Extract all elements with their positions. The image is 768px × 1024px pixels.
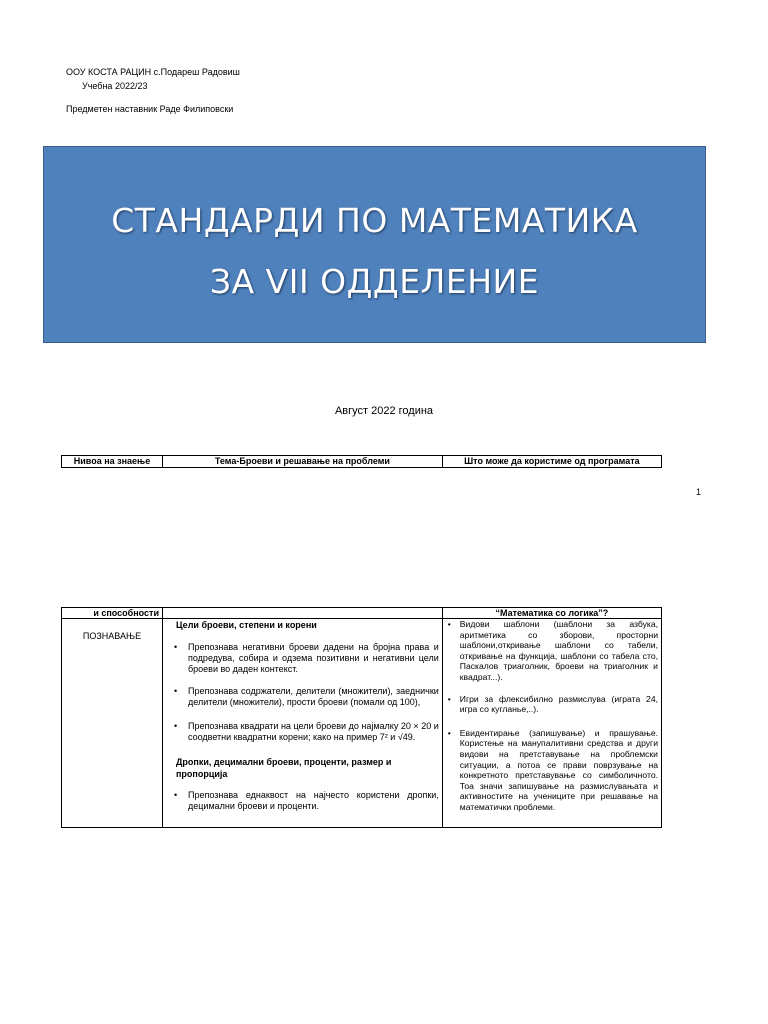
list-item: • Евидентирање (запишување) и прашување. Користење на манупалитивни средства и други видови на претставување на проблемски ситуации, а потоа се прави поврзување на конкретното претставување со симболичното. Тоа значи запишување на размислувањата и активностите на учениците при решавање на математички проблеми.	[446, 728, 658, 813]
section-title-integers: Цели броеви, степени и корени	[176, 620, 317, 630]
fractions-list	[166, 790, 439, 812]
program-list	[446, 619, 658, 813]
title-banner	[43, 146, 706, 343]
list-item: • Игри за флексибилно размислува (играта 24, игра со кугланье,..).	[446, 694, 658, 715]
list-item: • Видови шаблони (шаблони за азбука, аритметика со зборови, просторни шаблони,откривање шаблони со табели, откривање на функција, шаблони со табела сто, Паскалов триаголник, броеви на триаголник и квадрат...).	[446, 619, 658, 683]
school-name: ООУ КОСТА РАЦИН с.Подареш Радовиш	[66, 67, 240, 77]
list-item: • Препознава содржатели, делители (множители), заеднички делители (множители), прости броеви (помали од 100),	[166, 686, 439, 708]
topic-cell	[163, 619, 443, 828]
header-program: Што може да користиме од програмата	[442, 456, 661, 468]
list-item: • Препознава негативни броеви дадени на бројна права и подредува, собира и одзема позитивни и негативни цели броеви во даден контекст.	[166, 642, 439, 675]
page-number: 1	[696, 487, 702, 497]
teacher-name: Предметен наставник Раде Филиповски	[66, 104, 234, 114]
level-recognition: ПОЗНАВАЊЕ	[62, 619, 163, 828]
integers-list	[166, 642, 439, 743]
list-item: • Препознава еднаквост на најчесто користени дропки, децимални броеви и проценти.	[166, 790, 439, 812]
header-topic: Тема-Броеви и решавање на проблеми	[163, 456, 443, 468]
standards-table	[61, 607, 662, 828]
header-math-logic: “Математика со логика”?	[442, 608, 661, 619]
list-item: • Препознава квадрати на цели броеви до најмалку 20 × 20 и соодветни квадратни корени; како на пример 7² и √49.	[166, 721, 439, 743]
header-abilities: и способности	[62, 608, 163, 619]
header-empty	[163, 608, 443, 619]
section-title-fractions: Дропки, децимални броеви, проценти, размер и пропорција	[176, 757, 392, 779]
program-cell	[442, 619, 661, 828]
document-date: Август 2022 година	[334, 405, 434, 417]
header-levels: Нивоа на знаење	[62, 456, 163, 468]
title-line-1: СТАНДАРДИ ПО МАТЕМАТИКА	[111, 201, 638, 240]
standards-table-header	[61, 455, 662, 468]
title-line-2: ЗА VII ОДДЕЛЕНИЕ	[209, 262, 540, 301]
school-year: Учебна 2022/23	[82, 81, 148, 91]
